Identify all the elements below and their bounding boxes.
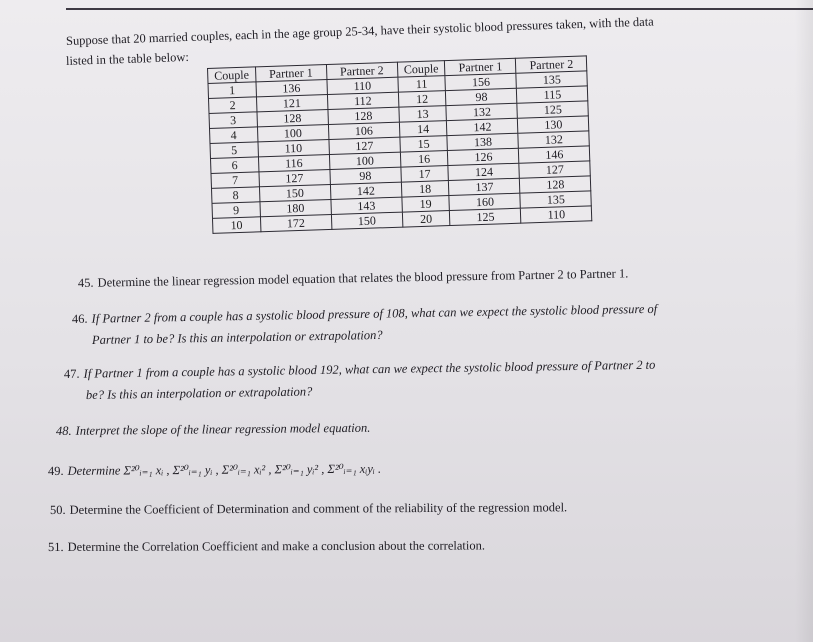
partner1-value-cell: 126 — [448, 148, 519, 165]
couple-number-cell: 20 — [402, 211, 450, 228]
partner1-value-cell: 180 — [260, 199, 331, 216]
partner2-value-cell: 110 — [521, 206, 592, 223]
question-number: 45. — [77, 275, 94, 290]
question-48 — [56, 421, 371, 439]
partner1-value-cell: 116 — [258, 154, 329, 171]
partner1-value-cell: 137 — [449, 178, 520, 195]
couple-number-cell: 5 — [210, 142, 258, 159]
blood-pressure-table-wrapper — [207, 55, 593, 234]
partner1-value-cell: 142 — [447, 118, 518, 135]
couple-number-cell: 4 — [210, 127, 258, 144]
partner1-value-cell: 136 — [256, 80, 327, 97]
couple-number-cell: 3 — [209, 112, 257, 129]
partner2-value-cell: 127 — [519, 161, 590, 178]
question-47-line-2: be? Is this an interpolation or extrapolation? — [85, 384, 313, 402]
partner1-value-cell: 132 — [446, 103, 517, 120]
question-50 — [50, 500, 567, 518]
question-49 — [48, 461, 381, 479]
couple-number-cell: 10 — [212, 217, 260, 234]
partner2-value-cell: 112 — [327, 92, 398, 109]
couple-number-cell: 15 — [400, 136, 448, 153]
question-text: If Partner 2 from a couple has a systolic blood pressure of 108, what can we expect the systolic blood pressure of — [91, 301, 658, 326]
partner1-value-cell: 160 — [449, 193, 520, 210]
question-47-line-1 — [64, 358, 656, 382]
question-45 — [78, 266, 629, 291]
partner2-value-cell: 143 — [331, 197, 402, 214]
top-rule-divider — [66, 8, 813, 10]
partner2-value-cell: 115 — [517, 86, 588, 103]
partner2-value-cell: 128 — [328, 107, 399, 124]
couple-number-cell: 7 — [211, 172, 259, 189]
question-number: 51. — [47, 539, 64, 554]
partner1-value-cell: 124 — [448, 163, 519, 180]
partner2-value-cell: 150 — [331, 212, 402, 229]
partner2-value-cell: 128 — [520, 176, 591, 193]
partner2-value-cell: 100 — [329, 152, 400, 169]
partner2-value-cell: 98 — [330, 167, 401, 184]
question-46-line-2: Partner 1 to be? Is this an interpolation or extrapolation? — [91, 327, 383, 347]
partner1-value-cell: 156 — [445, 73, 516, 90]
partner1-value-cell: 98 — [446, 88, 517, 105]
header-couple-1: Couple — [208, 67, 256, 84]
partner2-value-cell: 132 — [518, 131, 589, 148]
partner2-value-cell: 142 — [330, 182, 401, 199]
question-number: 47. — [63, 366, 80, 381]
table-body — [208, 71, 592, 233]
question-number: 50. — [49, 502, 66, 517]
partner2-value-cell: 130 — [518, 116, 589, 133]
partner1-value-cell: 125 — [450, 208, 521, 225]
question-text: Interpret the slope of the linear regression model equation. — [75, 420, 371, 438]
partner2-value-cell: 146 — [519, 146, 590, 163]
question-text: Determine Σ²⁰ᵢ₌₁ xᵢ , Σ²⁰ᵢ₌₁ yᵢ , Σ²⁰ᵢ₌₁ xᵢ² , Σ²⁰ᵢ₌₁ yᵢ² , Σ²⁰ᵢ₌₁ xᵢyᵢ . — [67, 461, 382, 478]
couple-number-cell: 2 — [209, 97, 257, 114]
couple-number-cell: 1 — [208, 82, 256, 99]
intro-line-2: listed in the table below: — [65, 49, 190, 68]
couple-number-cell: 18 — [401, 181, 449, 198]
partner1-value-cell: 150 — [259, 184, 330, 201]
header-partner2-b: Partner 2 — [516, 56, 587, 73]
question-text: If Partner 1 from a couple has a systolic blood 192, what can we expect the systolic blood pressure of Partner 2 to — [83, 357, 656, 381]
intro-line-1: Suppose that 20 married couples, each in the age group 25-34, have their systolic blood pressures taken, with the data — [65, 14, 654, 48]
question-text: Determine the Correlation Coefficient and make a conclusion about the correlation. — [67, 538, 485, 554]
partner2-value-cell: 127 — [329, 137, 400, 154]
paper-shadow — [795, 0, 813, 642]
couple-number-cell: 17 — [401, 166, 449, 183]
couple-number-cell: 14 — [399, 121, 447, 138]
couple-number-cell: 13 — [399, 106, 447, 123]
couple-number-cell: 11 — [398, 76, 446, 93]
partner2-value-cell: 106 — [328, 122, 399, 139]
partner1-value-cell: 128 — [257, 110, 328, 127]
couple-number-cell: 19 — [402, 196, 450, 213]
header-couple-2: Couple — [397, 61, 445, 78]
couple-number-cell: 6 — [211, 157, 259, 174]
partner1-value-cell: 100 — [257, 125, 328, 142]
blood-pressure-table — [207, 55, 593, 234]
partner2-value-cell: 125 — [517, 101, 588, 118]
question-number: 48. — [55, 423, 72, 438]
couple-number-cell: 16 — [400, 151, 448, 168]
partner1-value-cell: 127 — [259, 169, 330, 186]
couple-number-cell: 9 — [212, 202, 260, 219]
couple-number-cell: 12 — [398, 91, 446, 108]
partner1-value-cell: 172 — [260, 214, 331, 231]
partner1-value-cell: 138 — [447, 133, 518, 150]
header-partner1-b: Partner 1 — [445, 58, 516, 75]
question-46-line-1 — [72, 302, 657, 327]
question-number: 46. — [71, 311, 88, 326]
partner2-value-cell: 135 — [516, 71, 587, 88]
partner2-value-cell: 110 — [327, 77, 398, 94]
header-partner2-a: Partner 2 — [326, 62, 397, 79]
question-text: Determine the Coefficient of Determination and comment of the reliability of the regression model. — [69, 500, 568, 517]
couple-number-cell: 8 — [211, 187, 259, 204]
partner1-value-cell: 121 — [256, 95, 327, 112]
question-number: 49. — [47, 463, 64, 478]
partner1-value-cell: 110 — [258, 140, 329, 157]
partner2-value-cell: 135 — [520, 191, 591, 208]
question-text: Determine the linear regression model equation that relates the blood pressure from Partner 2 to Partner 1. — [97, 266, 629, 290]
header-partner1-a: Partner 1 — [255, 65, 326, 82]
question-51 — [48, 538, 485, 555]
